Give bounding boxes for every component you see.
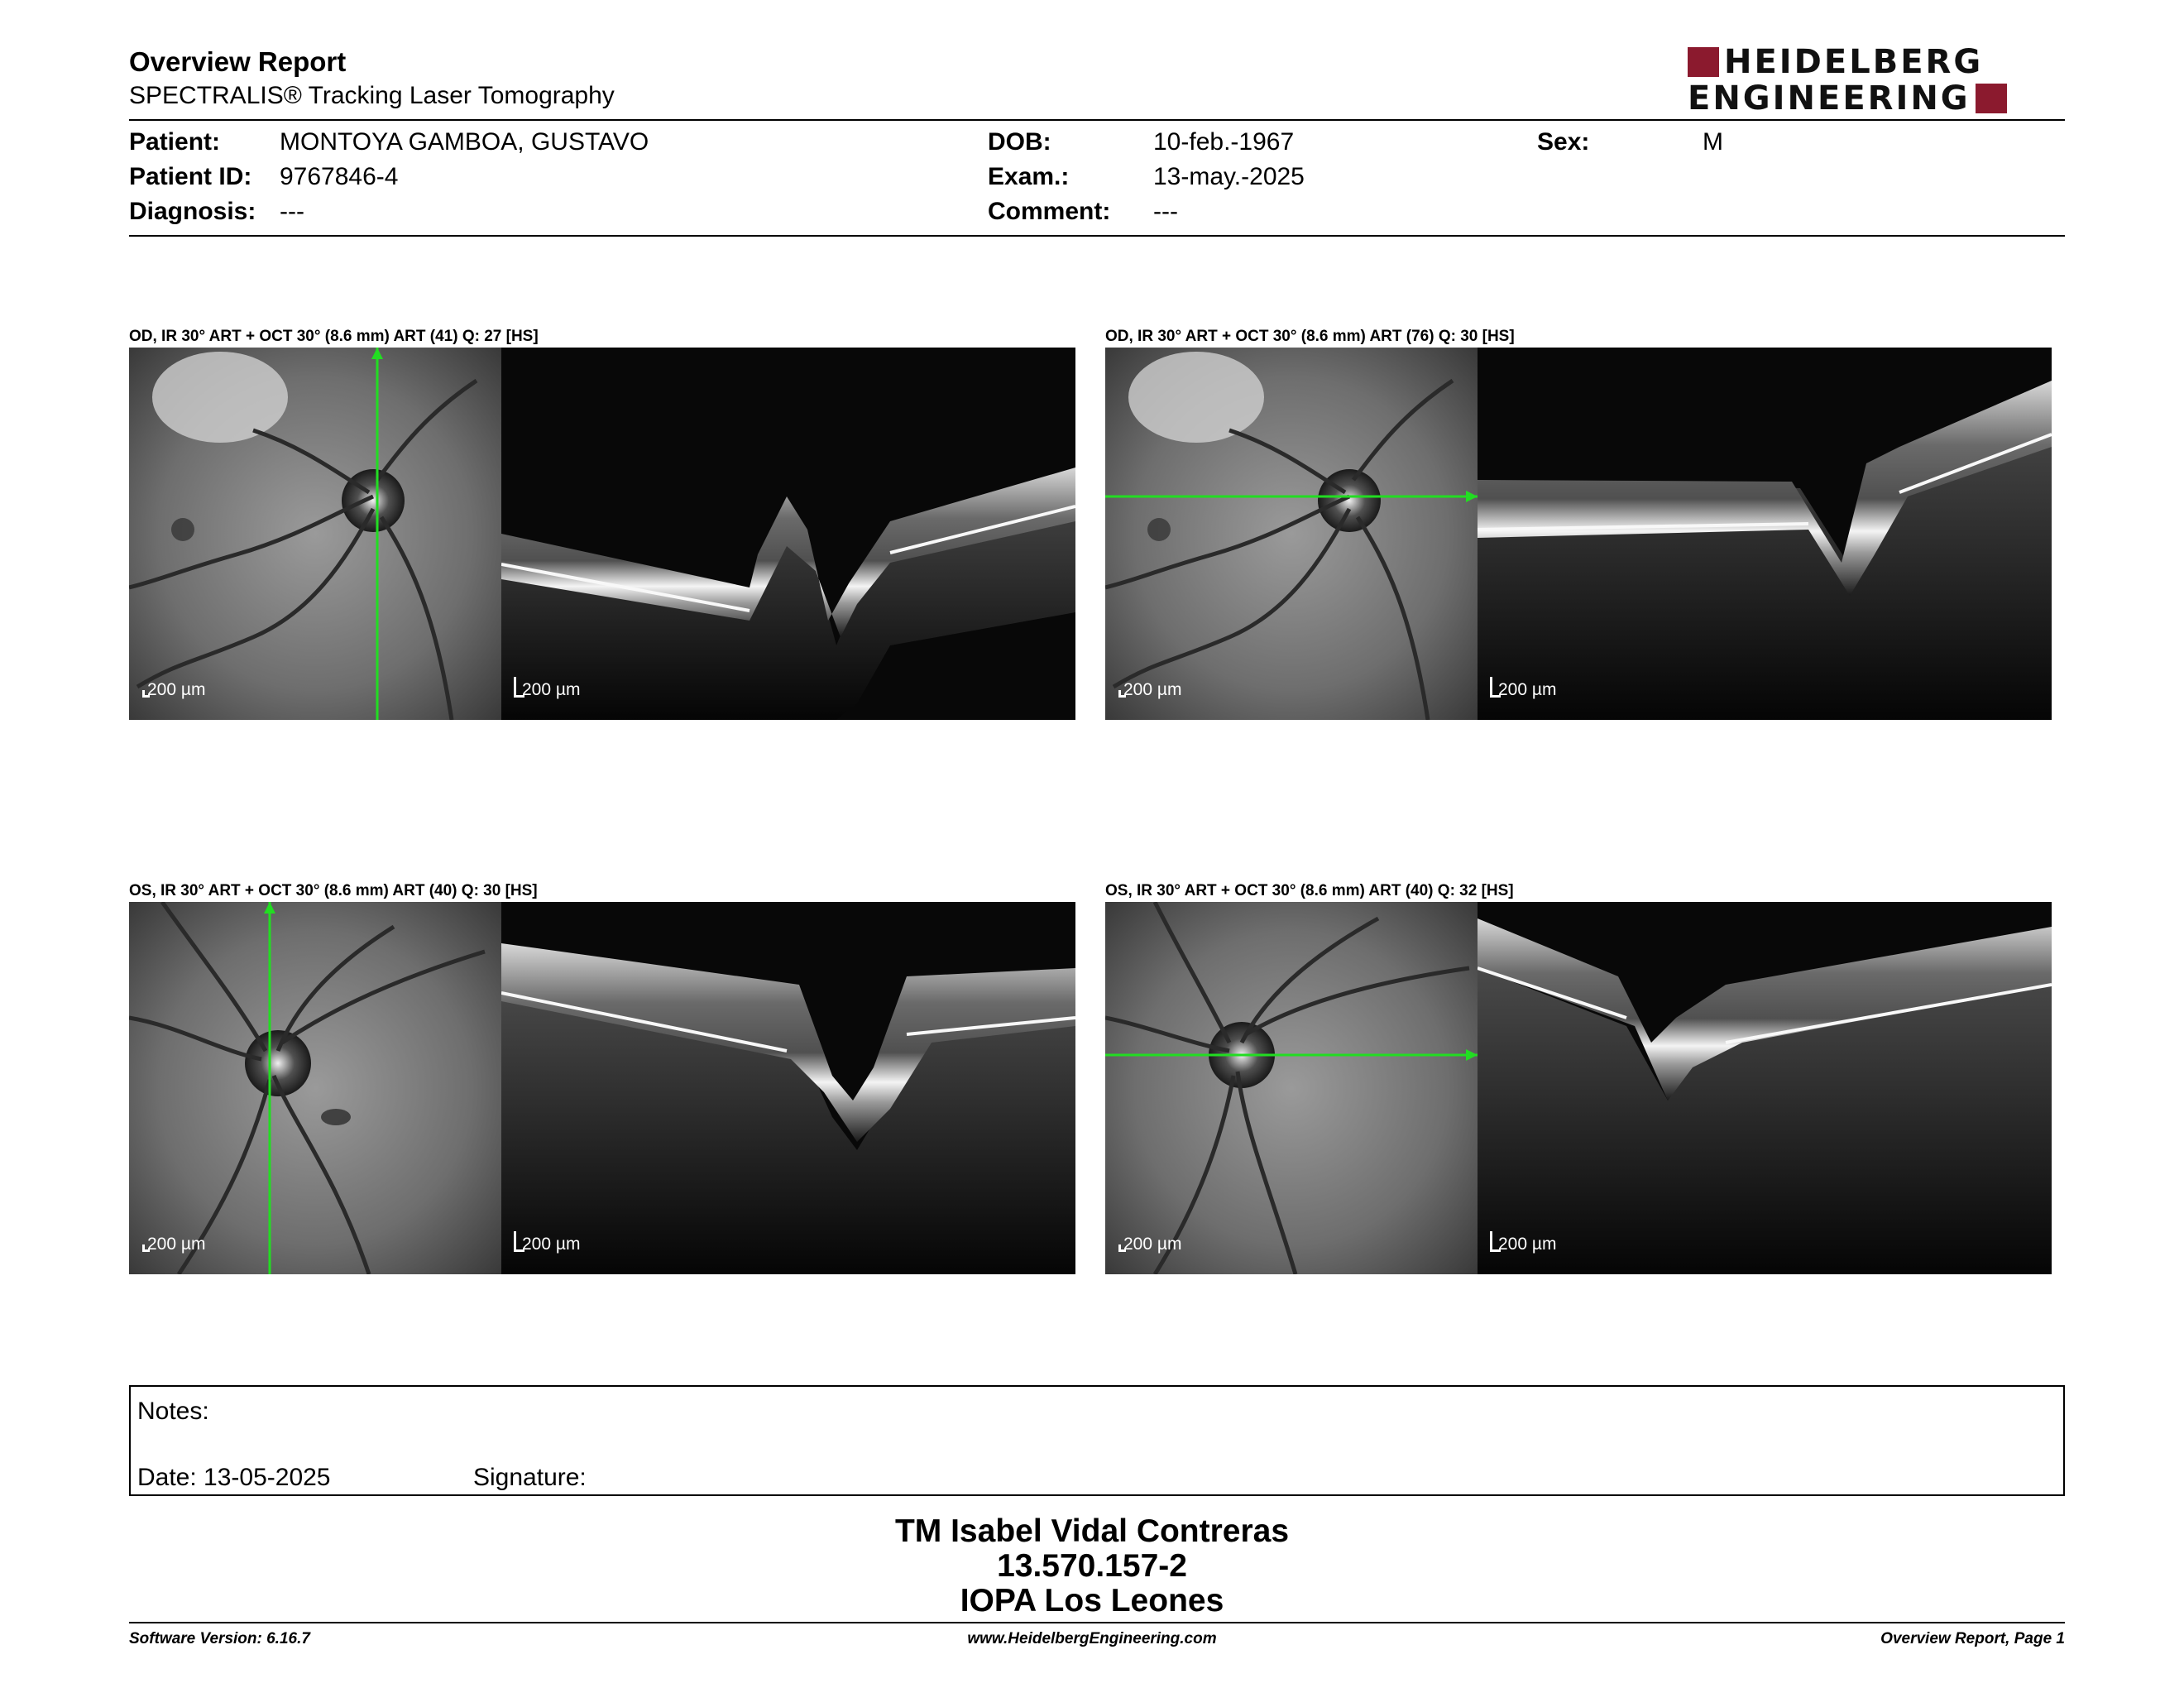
footer-rule [129,1622,2065,1623]
dob-value: 10-feb.-1967 [1153,128,1295,156]
fundus-image-od-1 [129,348,501,720]
logo-square-bottom [1976,84,2007,113]
oct-scale-label: 200 µm [522,1235,581,1254]
signer-institution: IOPA Los Leones [960,1583,1224,1618]
panel-4-title: OS, IR 30° ART + OCT 30° (8.6 mm) ART (40) Q: 32 [HS] [1105,882,1514,899]
notes-label: Notes: [137,1398,209,1425]
panel-2-title: OD, IR 30° ART + OCT 30° (8.6 mm) ART (76) Q: 30 [HS] [1105,328,1515,345]
patient-label: Patient: [129,128,221,156]
exam-label: Exam.: [988,163,1070,190]
report-subtitle: SPECTRALIS® Tracking Laser Tomography [129,82,615,109]
panel-1-title: OD, IR 30° ART + OCT 30° (8.6 mm) ART (41) Q: 27 [HS] [129,328,539,345]
oct-bscan-od-2 [1478,348,2052,720]
fundus-scale-label: 200 µm [1123,1235,1182,1254]
signer-id: 13.570.157-2 [997,1548,1187,1584]
patient-id-value: 9767846-4 [280,163,399,190]
oct-bscan-od-1 [501,348,1075,720]
logo-square-top [1688,47,1719,77]
diagnosis-value: --- [280,198,304,225]
logo-word-engineering: ENGINEERING [1688,79,1971,117]
fundus-image-od-2 [1105,348,1478,720]
oct-bscan-os-1 [501,902,1075,1274]
date-label: Date: 13-05-2025 [137,1464,331,1491]
signature-label: Signature: [473,1464,587,1491]
oct-scale-label: 200 µm [522,680,581,699]
page-number: Overview Report, Page 1 [1880,1630,2065,1647]
software-version: Software Version: 6.16.7 [129,1630,310,1647]
comment-value: --- [1153,198,1178,225]
fundus-scale-label: 200 µm [147,1235,206,1254]
oct-scale-label: 200 µm [1498,680,1557,699]
scan-panel-os-horizontal [1105,902,2052,1274]
scan-panel-os-vertical [129,902,1075,1274]
header-rule [129,119,2065,121]
patient-id-label: Patient ID: [129,163,252,190]
fundus-image-os-2 [1105,902,1478,1274]
sex-value: M [1703,128,1723,156]
report-title: Overview Report [129,46,347,77]
fundus-image-os-1 [129,902,501,1274]
scan-panel-od-horizontal [1105,348,2052,720]
dob-label: DOB: [988,128,1051,156]
patient-info-rule [129,235,2065,237]
logo-word-heidelberg: HEIDELBERG [1724,43,1984,81]
notes-box[interactable] [129,1385,2065,1496]
fundus-scale-label: 200 µm [147,680,206,699]
diagnosis-label: Diagnosis: [129,198,256,225]
panel-3-title: OS, IR 30° ART + OCT 30° (8.6 mm) ART (40) Q: 30 [HS] [129,882,538,899]
fundus-scale-label: 200 µm [1123,680,1182,699]
exam-value: 13-may.-2025 [1153,163,1305,190]
oct-scale-label: 200 µm [1498,1235,1557,1254]
heidelberg-logo [1688,43,2067,117]
website-link[interactable]: www.HeidelbergEngineering.com [967,1630,1217,1647]
patient-value: MONTOYA GAMBOA, GUSTAVO [280,128,649,156]
oct-bscan-os-2 [1478,902,2052,1274]
sex-label: Sex: [1537,128,1590,156]
signer-name: TM Isabel Vidal Contreras [894,1513,1290,1549]
scan-panel-od-vertical [129,348,1075,720]
comment-label: Comment: [988,198,1111,225]
